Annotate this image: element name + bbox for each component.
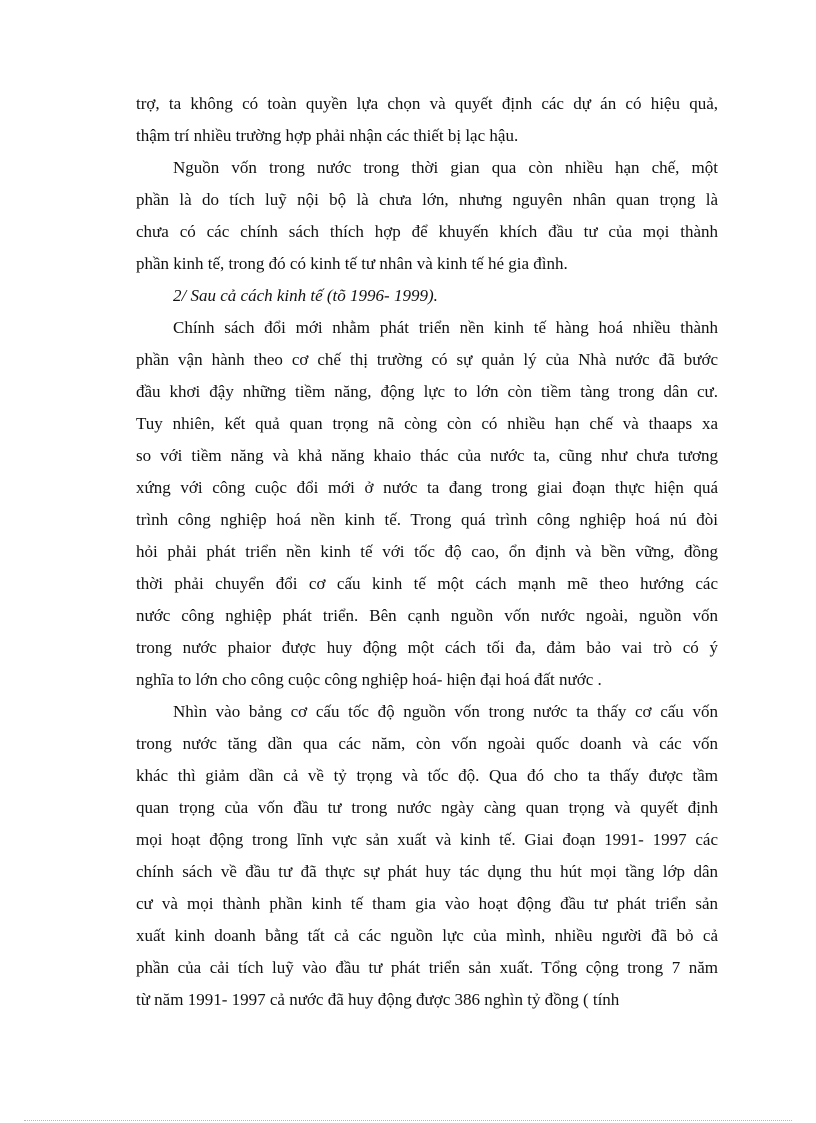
text-line: Chính sách đổi mới nhằm phát triển nền kinh tế hàng hoá nhiều thành xyxy=(173,318,718,337)
text-line: phần vận hành theo cơ chế thị trường có sự quản lý của Nhà nước đã bước xyxy=(136,350,718,369)
section-heading-text: 2/ Sau cả cách kinh tế (tõ 1996- 1999). xyxy=(173,286,438,305)
text-line: trợ, ta không có toàn quyền lựa chọn và quyết định các dự án có hiệu quả, xyxy=(136,94,718,113)
text-line: từ năm 1991- 1997 cả nước đã huy động được 386 nghìn tỷ đồng ( tính xyxy=(136,990,620,1009)
text-line: phần là do tích luỹ nội bộ là chưa lớn, nhưng nguyên nhân quan trọng là xyxy=(136,190,718,209)
text-line: thời phải chuyển đổi cơ cấu kinh tế một cách mạnh mẽ theo hướng các xyxy=(136,574,718,593)
document-body xyxy=(136,88,718,1016)
text-line: xuất kinh doanh bằng tất cả các nguồn lực của mình, nhiều người đã bỏ cả xyxy=(136,926,718,945)
text-line: Tuy nhiên, kết quả quan trọng nã còng còn có nhiều hạn chế và thaaps xa xyxy=(136,414,718,433)
text-line: nghĩa to lớn cho công cuộc công nghiệp hoá- hiện đại hoá đất nước . xyxy=(136,670,602,689)
text-line: mọi hoạt động trong lĩnh vực sản xuất và kinh tế. Giai đoạn 1991- 1997 các xyxy=(136,830,718,849)
text-line: thậm trí nhiều trường hợp phải nhận các thiết bị lạc hậu. xyxy=(136,126,519,145)
text-line: chưa có các chính sách thích hợp để khuyến khích đầu tư của mọi thành xyxy=(136,222,718,241)
paragraph-1 xyxy=(136,88,718,152)
text-line: khác thì giảm dần cả về tỷ trọng và tốc độ. Qua đó cho ta thấy được tầm xyxy=(136,766,718,785)
paragraph-4 xyxy=(136,696,718,1016)
paragraph-3 xyxy=(136,312,718,696)
text-line: phần của cải tích luỹ vào đầu tư phát triển sản xuất. Tổng cộng trong 7 năm xyxy=(136,958,718,977)
text-line: chính sách về đầu tư đã thực sự phát huy tác dụng thu hút mọi tầng lớp dân xyxy=(136,862,718,881)
page-bottom-divider xyxy=(24,1120,792,1121)
text-line: cư và mọi thành phần kinh tế tham gia vào hoạt động đầu tư phát triển sản xyxy=(136,894,718,913)
text-line: Nhìn vào bảng cơ cấu tốc độ nguồn vốn trong nước ta thấy cơ cấu vốn xyxy=(173,702,718,721)
paragraph-2 xyxy=(136,152,718,280)
text-line: xứng với công cuộc đổi mới ở nước ta đang trong giai đoạn thực hiện quá xyxy=(136,478,718,497)
text-line: so với tiềm năng và khả năng khaio thác của nước ta, cũng như chưa tương xyxy=(136,446,718,465)
text-line: quan trọng của vốn đầu tư trong nước ngày càng quan trọng và quyết định xyxy=(136,798,718,817)
text-line: trình công nghiệp hoá nền kinh tế. Trong quá trình công nghiệp hoá nú đòi xyxy=(136,510,718,529)
text-line: phần kinh tế, trong đó có kinh tế tư nhân và kinh tế hé gia đình. xyxy=(136,254,568,273)
text-line: trong nước phaior được huy động một cách tối đa, đảm bảo vai trò có ý xyxy=(136,638,718,657)
text-line: hỏi phải phát triển nền kinh tế với tốc độ cao, ổn định và bền vững, đồng xyxy=(136,542,718,561)
section-heading xyxy=(136,280,718,312)
text-line: nước công nghiệp phát triển. Bên cạnh nguồn vốn nước ngoài, nguồn vốn xyxy=(136,606,718,625)
text-line: trong nước tăng dần qua các năm, còn vốn ngoài quốc doanh và các vốn xyxy=(136,734,718,753)
text-line: Nguồn vốn trong nước trong thời gian qua còn nhiều hạn chế, một xyxy=(173,158,718,177)
text-line: đầu khơi đậy những tiềm năng, động lực to lớn còn tiềm tàng trong dân cư. xyxy=(136,382,718,401)
